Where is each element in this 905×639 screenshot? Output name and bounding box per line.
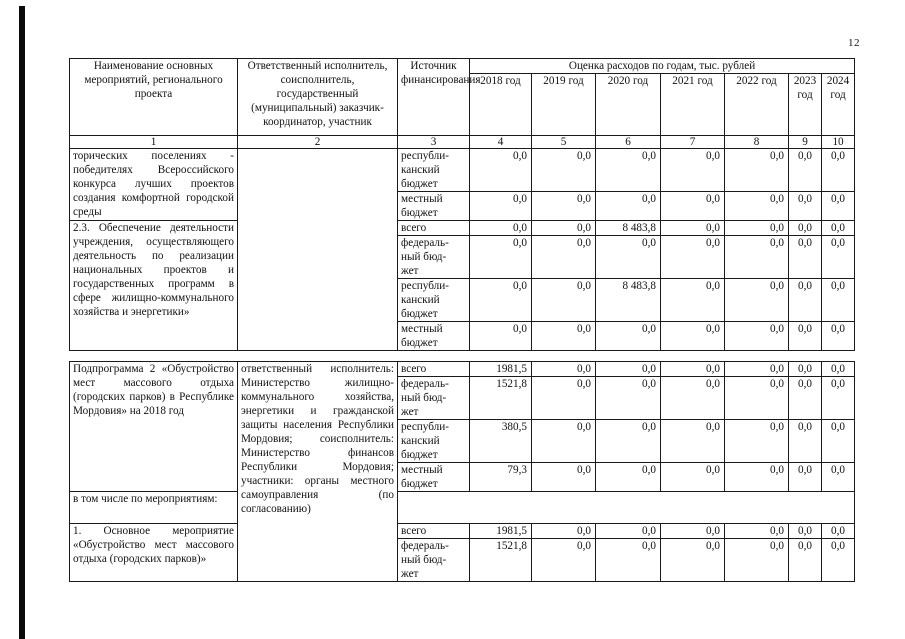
responsible-cell: ответственный исполнитель: Министерство жилищно-коммунального хозяйства, энергетики и гражданской защиты населения Республики Мордовия; соисполнитель: Министерство финансов Республики Мордовия; участники: органы местного самоуправления (по согласованию) xyxy=(238,362,398,582)
year-header: 2020 год xyxy=(596,74,661,136)
value-cell: 0,0 xyxy=(789,377,822,420)
value-cell: 0,0 xyxy=(822,192,855,221)
funding-source: местный бюджет xyxy=(398,192,470,221)
column-number: 5 xyxy=(532,136,596,149)
table-row xyxy=(70,362,855,377)
value-cell: 0,0 xyxy=(661,221,725,236)
value-cell: 0,0 xyxy=(725,279,789,322)
year-header: 2019 год xyxy=(532,74,596,136)
value-cell: 8 483,8 xyxy=(596,221,661,236)
value-cell: 0,0 xyxy=(532,420,596,463)
value-cell: 0,0 xyxy=(661,362,725,377)
value-cell: 0,0 xyxy=(661,322,725,351)
column-number: 10 xyxy=(822,136,855,149)
value-cell: 1981,5 xyxy=(470,362,532,377)
value-cell: 0,0 xyxy=(661,420,725,463)
value-cell: 0,0 xyxy=(789,279,822,322)
value-cell: 1981,5 xyxy=(470,524,532,539)
value-cell: 0,0 xyxy=(596,420,661,463)
value-cell: 0,0 xyxy=(789,463,822,492)
table-row xyxy=(70,492,855,524)
funding-source: федераль- ный бюд- жет xyxy=(398,377,470,420)
value-cell: 0,0 xyxy=(789,539,822,582)
value-cell: 0,0 xyxy=(725,149,789,192)
value-cell: 0,0 xyxy=(725,539,789,582)
column-number: 9 xyxy=(789,136,822,149)
year-header: 2018 год xyxy=(470,74,532,136)
header-col1: Наименование основных мероприятий, регионального проекта xyxy=(70,59,238,136)
value-cell: 1521,8 xyxy=(470,539,532,582)
header-group: Оценка расходов по годам, тыс. рублей xyxy=(470,59,855,74)
value-cell: 0,0 xyxy=(822,539,855,582)
value-cell: 0,0 xyxy=(532,279,596,322)
value-cell: 0,0 xyxy=(725,192,789,221)
measure-name: 2.3. Обеспечение деятельности учреждения, осуществляющего деятельность по реализации национальных проектов и государственных программ в сфере жилищно-коммунального хозяйства и энергетики» xyxy=(70,221,238,351)
value-cell: 79,3 xyxy=(470,463,532,492)
funding-source: всего xyxy=(398,362,470,377)
blank-row xyxy=(398,492,855,524)
funding-source: местный бюджет xyxy=(398,322,470,351)
value-cell: 0,0 xyxy=(725,221,789,236)
value-cell: 0,0 xyxy=(532,377,596,420)
measure-name: торических поселениях - победителях Всероссийского конкурса лучших проектов создания комфортной городской среды xyxy=(70,149,238,221)
column-number-row xyxy=(70,136,855,149)
including-label: в том числе по мероприятиям: xyxy=(70,492,238,524)
column-number: 4 xyxy=(470,136,532,149)
value-cell: 0,0 xyxy=(822,149,855,192)
value-cell: 0,0 xyxy=(822,236,855,279)
value-cell: 0,0 xyxy=(470,149,532,192)
value-cell: 0,0 xyxy=(725,524,789,539)
value-cell: 0,0 xyxy=(725,362,789,377)
column-number: 1 xyxy=(70,136,238,149)
value-cell: 0,0 xyxy=(661,236,725,279)
value-cell: 0,0 xyxy=(661,539,725,582)
value-cell: 1521,8 xyxy=(470,377,532,420)
value-cell: 0,0 xyxy=(789,420,822,463)
value-cell: 8 483,8 xyxy=(596,279,661,322)
funding-source: всего xyxy=(398,221,470,236)
value-cell: 0,0 xyxy=(596,236,661,279)
value-cell: 0,0 xyxy=(661,524,725,539)
value-cell: 0,0 xyxy=(596,524,661,539)
value-cell: 0,0 xyxy=(822,221,855,236)
value-cell: 0,0 xyxy=(789,362,822,377)
value-cell: 0,0 xyxy=(532,322,596,351)
responsible-cell-empty xyxy=(238,149,398,351)
value-cell: 0,0 xyxy=(661,149,725,192)
value-cell: 0,0 xyxy=(725,236,789,279)
value-cell: 0,0 xyxy=(725,377,789,420)
value-cell: 0,0 xyxy=(532,524,596,539)
value-cell: 0,0 xyxy=(661,377,725,420)
value-cell: 0,0 xyxy=(822,322,855,351)
header-col2: Ответственный исполнитель, соисполнитель, государственный (муниципальный) заказчик-координатор, участник xyxy=(238,59,398,136)
year-header: 2022 год xyxy=(725,74,789,136)
value-cell: 0,0 xyxy=(532,539,596,582)
funding-source: республи- канский бюджет xyxy=(398,149,470,192)
subprogram-name: Подпрограмма 2 «Обустройство мест массового отдыха (городских парков) в Республике Мордовия» на 2018 год xyxy=(70,362,238,492)
value-cell: 0,0 xyxy=(661,463,725,492)
value-cell: 0,0 xyxy=(532,463,596,492)
value-cell: 0,0 xyxy=(822,463,855,492)
column-number: 3 xyxy=(398,136,470,149)
value-cell: 0,0 xyxy=(596,322,661,351)
page-number: 12 xyxy=(848,37,860,49)
value-cell: 0,0 xyxy=(596,362,661,377)
value-cell: 0,0 xyxy=(822,524,855,539)
header-row-top xyxy=(70,59,855,74)
year-header: 2024 год xyxy=(822,74,855,136)
value-cell: 0,0 xyxy=(822,279,855,322)
value-cell: 0,0 xyxy=(596,539,661,582)
value-cell: 0,0 xyxy=(822,362,855,377)
scan-edge-mark xyxy=(19,6,25,639)
value-cell: 0,0 xyxy=(532,192,596,221)
funding-source: местный бюджет xyxy=(398,463,470,492)
value-cell: 0,0 xyxy=(725,420,789,463)
value-cell: 0,0 xyxy=(470,322,532,351)
funding-source: федераль- ный бюд- жет xyxy=(398,236,470,279)
funding-source: федераль- ный бюд- жет xyxy=(398,539,470,582)
value-cell: 0,0 xyxy=(596,149,661,192)
value-cell: 0,0 xyxy=(789,236,822,279)
value-cell: 0,0 xyxy=(532,149,596,192)
table-row xyxy=(70,524,855,539)
column-number: 8 xyxy=(725,136,789,149)
value-cell: 0,0 xyxy=(789,221,822,236)
value-cell: 0,0 xyxy=(596,463,661,492)
value-cell: 0,0 xyxy=(470,192,532,221)
header-col3: Источник финансирования xyxy=(398,59,470,136)
value-cell: 0,0 xyxy=(789,149,822,192)
year-header: 2021 год xyxy=(661,74,725,136)
value-cell: 0,0 xyxy=(822,420,855,463)
value-cell: 380,5 xyxy=(470,420,532,463)
year-header: 2023 год xyxy=(789,74,822,136)
column-number: 6 xyxy=(596,136,661,149)
value-cell: 0,0 xyxy=(661,279,725,322)
value-cell: 0,0 xyxy=(789,524,822,539)
funding-source: республи- канский бюджет xyxy=(398,279,470,322)
value-cell: 0,0 xyxy=(596,192,661,221)
value-cell: 0,0 xyxy=(532,236,596,279)
column-number: 7 xyxy=(661,136,725,149)
main-measure-name: 1. Основное мероприятие «Обустройство мест массового отдыха (городских парков)» xyxy=(70,524,238,582)
value-cell: 0,0 xyxy=(532,362,596,377)
funding-source: республи- канский бюджет xyxy=(398,420,470,463)
value-cell: 0,0 xyxy=(789,192,822,221)
budget-table-lower xyxy=(69,361,855,582)
value-cell: 0,0 xyxy=(532,221,596,236)
value-cell: 0,0 xyxy=(470,236,532,279)
value-cell: 0,0 xyxy=(596,377,661,420)
value-cell: 0,0 xyxy=(661,192,725,221)
value-cell: 0,0 xyxy=(470,221,532,236)
column-number: 2 xyxy=(238,136,398,149)
table-row xyxy=(70,149,855,192)
value-cell: 0,0 xyxy=(822,377,855,420)
table-row xyxy=(70,221,855,236)
value-cell: 0,0 xyxy=(725,322,789,351)
value-cell: 0,0 xyxy=(725,463,789,492)
funding-source: всего xyxy=(398,524,470,539)
value-cell: 0,0 xyxy=(789,322,822,351)
value-cell: 0,0 xyxy=(470,279,532,322)
budget-table xyxy=(69,58,855,351)
